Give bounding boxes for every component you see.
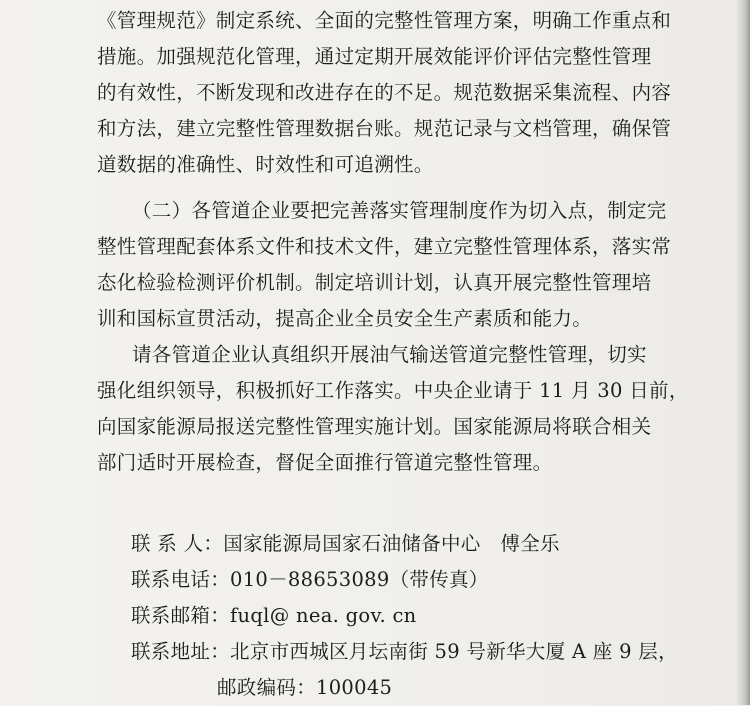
paragraph-1-line-4: 和方法，建立完整性管理数据台账。规范记录与文档管理，确保管 (97, 117, 672, 140)
paragraph-2-line-1: （二）各管道企业要把完善落实管理制度作为切入点，制定完 (132, 199, 667, 222)
paragraph-3-line-1: 请各管道企业认真组织开展油气输送管道完整性管理，切实 (132, 343, 647, 366)
paragraph-2-line-3: 态化检验检测评价机制。制定培训计划，认真开展完整性管理培 (97, 271, 652, 294)
paragraph-3-line-4: 部门适时开展检查，督促全面推行管道完整性管理。 (97, 451, 553, 474)
paragraph-2-line-2: 整性管理配套体系文件和技术文件，建立完整性管理体系，落实常 (97, 235, 672, 258)
paragraph-3-line-2: 强化组织领导，积极抓好工作落实。中央企业请于 11 月 30 日前， (97, 379, 689, 402)
contact-address: 联系地址：北京市西城区月坛南街 59 号新华大厦 A 座 9 层， (131, 640, 678, 663)
contact-email: 联系邮箱：fuql@ nea. gov. cn (131, 604, 417, 627)
paragraph-2-line-4: 训和国标宣贯活动，提高企业全员安全生产素质和能力。 (97, 307, 593, 330)
paragraph-1-line-3: 的有效性，不断发现和改进存在的不足。规范数据采集流程、内容 (97, 81, 672, 104)
paragraph-1-line-5: 道数据的准确性、时效性和可追溯性。 (97, 153, 434, 176)
paragraph-3-line-3: 向国家能源局报送完整性管理实施计划。国家能源局将联合相关 (97, 415, 652, 438)
contact-person: 联 系 人：国家能源局国家石油储备中心 傅全乐 (131, 532, 560, 555)
paragraph-1-line-1: 《管理规范》制定系统、全面的完整性管理方案，明确工作重点和 (97, 9, 672, 32)
page-edge-shadow (736, 0, 750, 705)
contact-zip: 邮政编码：100045 (217, 676, 393, 699)
paragraph-1-line-2: 措施。加强规范化管理，通过定期开展效能评价评估完整性管理 (97, 45, 652, 68)
contact-phone: 联系电话：010－88653089（带传真） (131, 568, 489, 591)
